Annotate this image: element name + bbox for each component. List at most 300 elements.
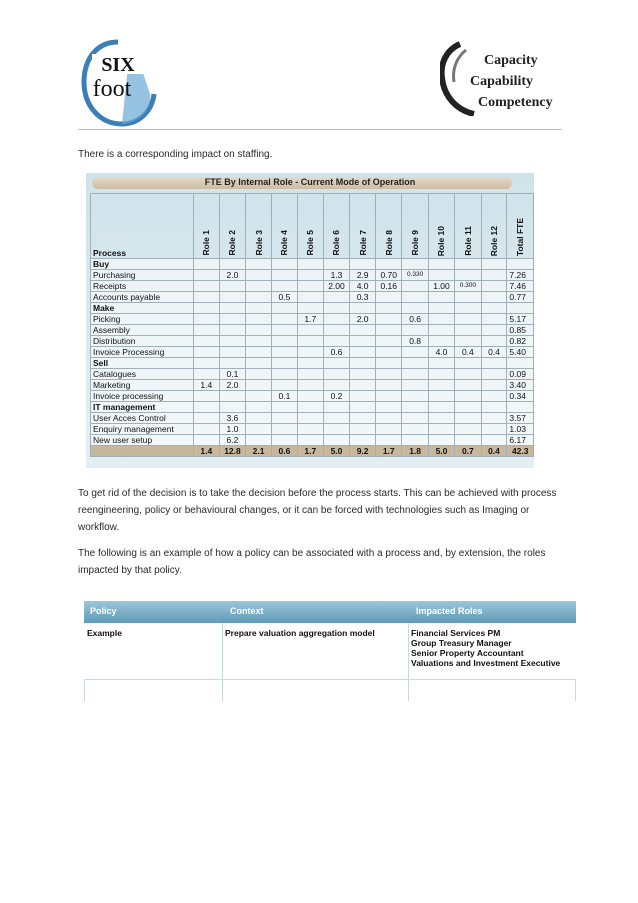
process-name: User Acces Control <box>91 413 194 424</box>
empty-cell <box>219 402 245 413</box>
column-total: 9.2 <box>350 446 376 457</box>
total-fte-cell: 0.09 <box>507 369 534 380</box>
empty-cell <box>272 259 298 270</box>
fte-cell: 2.0 <box>219 380 245 391</box>
fte-cell <box>481 281 507 292</box>
empty-cell <box>193 303 219 314</box>
empty-cell <box>376 303 402 314</box>
process-name: Assembly <box>91 325 194 336</box>
empty-cell <box>376 402 402 413</box>
fte-cell <box>272 336 298 347</box>
fte-table-figure <box>86 173 534 468</box>
fte-cell <box>219 281 245 292</box>
fte-cell <box>350 325 376 336</box>
total-fte-cell: 3.40 <box>507 380 534 391</box>
logo-foot-text: foot <box>92 76 132 102</box>
process-name: New user setup <box>91 435 194 446</box>
total-fte-cell: 1.03 <box>507 424 534 435</box>
fte-cell <box>402 292 428 303</box>
fte-cell <box>350 380 376 391</box>
fte-cell <box>246 424 272 435</box>
fte-cell <box>193 336 219 347</box>
fte-cell <box>246 413 272 424</box>
fte-cell <box>193 281 219 292</box>
six-foot-logo <box>78 36 158 130</box>
fte-cell <box>455 336 481 347</box>
fte-cell <box>350 347 376 358</box>
empty-cell <box>350 259 376 270</box>
fte-cell <box>323 380 349 391</box>
empty-cell <box>219 358 245 369</box>
fte-cell <box>246 292 272 303</box>
process-row <box>91 413 534 424</box>
section-row <box>91 402 534 413</box>
fte-cell <box>323 369 349 380</box>
fte-cell <box>402 369 428 380</box>
fte-cell <box>455 424 481 435</box>
fte-cell <box>246 325 272 336</box>
total-fte-cell: 6.17 <box>507 435 534 446</box>
fte-cell <box>455 292 481 303</box>
fte-cell: 0.70 <box>376 270 402 281</box>
fte-table <box>90 193 534 457</box>
fte-cell <box>481 314 507 325</box>
role-header-label: Role 6 <box>331 230 342 256</box>
fte-cell <box>193 369 219 380</box>
empty-cell <box>323 402 349 413</box>
fte-cell <box>246 281 272 292</box>
fte-cell <box>350 391 376 402</box>
fte-cell: 0.4 <box>481 347 507 358</box>
fte-cell <box>402 380 428 391</box>
role-header-label: Role 11 <box>462 226 473 256</box>
policy-table-header <box>84 601 576 623</box>
fte-cell <box>428 369 454 380</box>
fte-cell <box>246 347 272 358</box>
fte-cell <box>402 391 428 402</box>
fte-cell <box>350 336 376 347</box>
role-header <box>272 194 298 259</box>
fte-cell <box>219 325 245 336</box>
empty-cell <box>481 402 507 413</box>
fte-cell <box>455 380 481 391</box>
fte-cell <box>376 413 402 424</box>
process-row <box>91 281 534 292</box>
policy-row <box>84 623 576 680</box>
fte-cell <box>455 435 481 446</box>
empty-cell <box>193 259 219 270</box>
fte-cell <box>402 281 428 292</box>
fte-cell <box>297 281 323 292</box>
fte-cell: 1.3 <box>323 270 349 281</box>
section-label: Buy <box>91 259 194 270</box>
empty-cell <box>272 358 298 369</box>
fte-cell <box>272 413 298 424</box>
fte-cell <box>481 391 507 402</box>
fte-cell <box>219 391 245 402</box>
process-row <box>91 391 534 402</box>
fte-cell <box>428 435 454 446</box>
fte-cell <box>376 336 402 347</box>
section-label: Sell <box>91 358 194 369</box>
fte-cell <box>428 424 454 435</box>
empty-cell <box>481 303 507 314</box>
fte-cell <box>193 347 219 358</box>
fte-cell <box>455 325 481 336</box>
fte-cell <box>350 424 376 435</box>
fte-cell <box>193 391 219 402</box>
fte-cell <box>297 413 323 424</box>
fte-cell <box>297 424 323 435</box>
fte-cell <box>428 270 454 281</box>
fte-cell <box>297 292 323 303</box>
empty-cell <box>219 303 245 314</box>
fte-cell <box>246 391 272 402</box>
fte-cell <box>455 270 481 281</box>
empty-cell <box>481 259 507 270</box>
empty-cell <box>507 259 534 270</box>
role-header-label: Role 10 <box>436 225 447 256</box>
process-header: Process <box>91 194 194 259</box>
role-header-label: Role 3 <box>253 230 264 256</box>
fte-cell <box>297 380 323 391</box>
empty-cell <box>507 358 534 369</box>
fte-cell <box>246 369 272 380</box>
section-label: IT management <box>91 402 194 413</box>
fte-cell <box>219 314 245 325</box>
total-fte-cell: 0.34 <box>507 391 534 402</box>
fte-cell: 4.0 <box>428 347 454 358</box>
column-total: 5.0 <box>428 446 454 457</box>
impacted-role: Senior Property Accountant <box>411 648 524 658</box>
fte-cell: 0.1 <box>272 391 298 402</box>
fte-cell <box>481 424 507 435</box>
fte-cell <box>193 413 219 424</box>
fte-cell <box>297 325 323 336</box>
empty-cell <box>428 259 454 270</box>
logo-competency-text: Competency <box>478 95 553 110</box>
totals-row <box>91 446 534 457</box>
role-header-label: Role 8 <box>383 230 394 256</box>
empty-cell <box>297 259 323 270</box>
fte-cell <box>376 314 402 325</box>
empty-cell <box>402 259 428 270</box>
process-row <box>91 435 534 446</box>
process-name: Invoice Processing <box>91 347 194 358</box>
fte-cell <box>481 336 507 347</box>
role-header-label: Role 1 <box>201 230 212 256</box>
process-name: Catalogues <box>91 369 194 380</box>
fte-cell <box>376 325 402 336</box>
fte-cell <box>219 336 245 347</box>
empty-cell <box>428 303 454 314</box>
process-name: Marketing <box>91 380 194 391</box>
fte-cell: 1.7 <box>297 314 323 325</box>
policy-paragraph: The following is an example of how a policy can be associated with a process and, by extension, the roles impacted by that policy. <box>78 548 546 576</box>
empty-cell <box>246 402 272 413</box>
fte-cell <box>376 391 402 402</box>
fte-cell <box>193 435 219 446</box>
fte-cell <box>455 413 481 424</box>
role-header <box>350 194 376 259</box>
empty-cell <box>272 303 298 314</box>
empty-cell <box>272 402 298 413</box>
fte-cell <box>428 391 454 402</box>
column-total: 1.7 <box>376 446 402 457</box>
total-fte-cell: 7.26 <box>507 270 534 281</box>
empty-cell <box>481 358 507 369</box>
process-row <box>91 380 534 391</box>
section-label: Make <box>91 303 194 314</box>
column-total: 1.4 <box>193 446 219 457</box>
fte-cell <box>481 380 507 391</box>
decision-paragraph: To get rid of the decision is to take the decision before the process starts. This can be achieved with process reengineering, policy or behavioural changes, or it can be forced with technologies such as Imaging or workflow. <box>78 488 557 533</box>
fte-cell <box>246 435 272 446</box>
fte-cell <box>428 325 454 336</box>
total-fte-cell: 0.82 <box>507 336 534 347</box>
role-header <box>219 194 245 259</box>
fte-cell: 3.6 <box>219 413 245 424</box>
process-name: Accounts payable <box>91 292 194 303</box>
process-name: Picking <box>91 314 194 325</box>
context-header: Context <box>230 606 264 616</box>
column-total: 42.3 <box>507 446 534 457</box>
total-fte-label: Total FTE <box>515 217 526 256</box>
column-total: 12.8 <box>219 446 245 457</box>
fte-cell: 0.6 <box>323 347 349 358</box>
fte-cell <box>219 347 245 358</box>
empty-cell <box>246 358 272 369</box>
process-row <box>91 270 534 281</box>
empty-cell <box>246 303 272 314</box>
fte-cell <box>272 347 298 358</box>
fte-cell: 0.2 <box>323 391 349 402</box>
total-fte-header <box>507 194 534 259</box>
policy-cell: Example <box>87 628 122 638</box>
empty-cell <box>507 402 534 413</box>
fte-cell: 2.9 <box>350 270 376 281</box>
fte-cell <box>402 424 428 435</box>
process-name: Distribution <box>91 336 194 347</box>
process-row <box>91 347 534 358</box>
role-header <box>323 194 349 259</box>
empty-cell <box>376 259 402 270</box>
role-header <box>455 194 481 259</box>
fte-cell <box>246 314 272 325</box>
empty-cell <box>350 358 376 369</box>
fte-cell: 1.0 <box>219 424 245 435</box>
fte-cell <box>272 435 298 446</box>
impacted-role: Financial Services PM <box>411 628 501 638</box>
fte-cell <box>272 281 298 292</box>
column-total: 1.7 <box>297 446 323 457</box>
fte-cell <box>428 380 454 391</box>
fte-cell <box>297 336 323 347</box>
role-header <box>402 194 428 259</box>
fte-cell: 0.8 <box>402 336 428 347</box>
fte-cell: 2.00 <box>323 281 349 292</box>
fte-cell <box>323 292 349 303</box>
column-total: 1.8 <box>402 446 428 457</box>
empty-cell <box>428 402 454 413</box>
role-header <box>297 194 323 259</box>
fte-cell: 2.0 <box>350 314 376 325</box>
fte-cell <box>193 270 219 281</box>
total-fte-cell: 7.46 <box>507 281 534 292</box>
role-header <box>481 194 507 259</box>
fte-cell <box>376 347 402 358</box>
empty-cell <box>376 358 402 369</box>
role-header-label: Role 5 <box>305 230 316 256</box>
role-header <box>246 194 272 259</box>
fte-cell <box>193 325 219 336</box>
fte-cell <box>481 435 507 446</box>
fte-cell <box>376 292 402 303</box>
fte-cell <box>272 380 298 391</box>
fte-cell <box>323 413 349 424</box>
empty-cell <box>297 402 323 413</box>
fte-cell <box>455 391 481 402</box>
empty-cell <box>350 303 376 314</box>
fte-cell <box>193 314 219 325</box>
role-header <box>428 194 454 259</box>
total-fte-cell: 5.17 <box>507 314 534 325</box>
fte-cell <box>481 325 507 336</box>
total-fte-cell: 5.40 <box>507 347 534 358</box>
fte-cell <box>297 347 323 358</box>
fte-cell: 0.5 <box>272 292 298 303</box>
fte-cell <box>402 347 428 358</box>
impacted-role: Group Treasury Manager <box>411 638 512 648</box>
fte-cell <box>272 314 298 325</box>
fte-cell <box>455 369 481 380</box>
empty-cell <box>402 303 428 314</box>
process-row <box>91 292 534 303</box>
column-total: 0.7 <box>455 446 481 457</box>
fte-cell: 1.4 <box>193 380 219 391</box>
column-total: 5.0 <box>323 446 349 457</box>
fte-cell <box>219 292 245 303</box>
logo-six-text: SIX <box>101 54 135 76</box>
fte-cell <box>246 336 272 347</box>
role-header-label: Role 4 <box>279 230 290 256</box>
role-header <box>193 194 219 259</box>
fte-cell: 0.330 <box>402 270 428 281</box>
process-name: Purchasing <box>91 270 194 281</box>
fte-cell <box>376 424 402 435</box>
role-header-label: Role 9 <box>410 230 421 256</box>
fte-cell <box>428 336 454 347</box>
empty-cell <box>455 358 481 369</box>
fte-cell <box>297 369 323 380</box>
empty-cell <box>219 259 245 270</box>
process-row <box>91 325 534 336</box>
fte-cell <box>376 380 402 391</box>
empty-cell <box>428 358 454 369</box>
policy-table <box>84 601 576 701</box>
fte-cell <box>272 270 298 281</box>
totals-label-cell <box>91 446 194 457</box>
empty-cell <box>323 358 349 369</box>
section-row <box>91 303 534 314</box>
total-fte-cell: 3.57 <box>507 413 534 424</box>
fte-cell <box>323 325 349 336</box>
fte-cell <box>481 270 507 281</box>
fte-cell <box>350 413 376 424</box>
total-fte-cell: 0.77 <box>507 292 534 303</box>
column-total: 2.1 <box>246 446 272 457</box>
fte-cell: 6.2 <box>219 435 245 446</box>
empty-cell <box>323 259 349 270</box>
fte-cell <box>428 314 454 325</box>
fte-title: FTE By Internal Role - Current Mode of Operation <box>204 177 416 187</box>
fte-cell <box>297 391 323 402</box>
fte-cell <box>350 435 376 446</box>
fte-cell <box>481 369 507 380</box>
empty-cell <box>297 358 323 369</box>
fte-cell <box>323 336 349 347</box>
empty-cell <box>455 402 481 413</box>
role-header-label: Role 7 <box>357 230 368 256</box>
impacted-role: Valuations and Investment Executive <box>411 658 561 668</box>
fte-cell <box>376 369 402 380</box>
empty-cell <box>455 259 481 270</box>
empty-cell <box>507 303 534 314</box>
column-total: 0.4 <box>481 446 507 457</box>
fte-cell <box>481 413 507 424</box>
fte-cell <box>246 270 272 281</box>
section-row <box>91 358 534 369</box>
fte-cell: 1.00 <box>428 281 454 292</box>
role-header-label: Role 2 <box>227 230 238 256</box>
fte-cell: 0.4 <box>455 347 481 358</box>
context-cell: Prepare valuation aggregation model <box>225 628 375 638</box>
section-row <box>91 259 534 270</box>
fte-cell <box>323 435 349 446</box>
empty-cell <box>402 402 428 413</box>
fte-cell <box>428 413 454 424</box>
fte-cell <box>402 413 428 424</box>
role-header <box>376 194 402 259</box>
fte-cell <box>455 314 481 325</box>
policy-header: Policy <box>90 606 117 616</box>
header-divider <box>78 129 562 130</box>
logo-capability-text: Capability <box>470 74 534 89</box>
fte-cell <box>402 435 428 446</box>
empty-cell <box>193 358 219 369</box>
fte-cell <box>272 424 298 435</box>
fte-cell <box>193 292 219 303</box>
process-row <box>91 369 534 380</box>
fte-cell: 4.0 <box>350 281 376 292</box>
process-name: Invoice processing <box>91 391 194 402</box>
fte-cell: 2.0 <box>219 270 245 281</box>
impacted-roles-header: Impacted Roles <box>416 606 483 616</box>
fte-cell <box>323 424 349 435</box>
fte-cell <box>481 292 507 303</box>
empty-cell <box>193 402 219 413</box>
fte-cell <box>272 369 298 380</box>
empty-cell <box>323 303 349 314</box>
empty-cell <box>455 303 481 314</box>
fte-cell <box>297 270 323 281</box>
process-name: Enquiry management <box>91 424 194 435</box>
logo-capacity-text: Capacity <box>484 53 538 68</box>
process-row <box>91 424 534 435</box>
empty-cell <box>402 358 428 369</box>
role-header-label: Role 12 <box>488 225 499 256</box>
column-total: 0.6 <box>272 446 298 457</box>
